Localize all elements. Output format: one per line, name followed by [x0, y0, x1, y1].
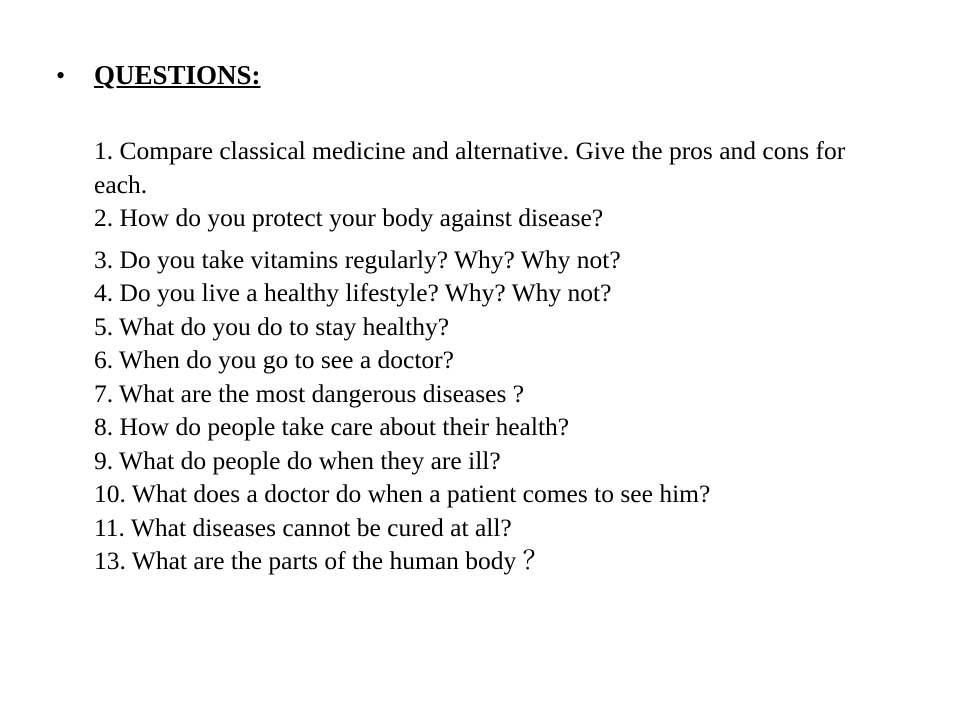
question-item: 4. Do you live a healthy lifestyle? Why? Why not? [94, 278, 612, 307]
questions-group-2 [94, 243, 914, 578]
bullet-icon: • [56, 61, 66, 90]
question-item: 6. When do you go to see a doctor? [94, 345, 454, 374]
question-item: 10. What does a doctor do when a patient comes to see him? [94, 479, 711, 508]
question-item: 9. What do people do when they are ill? [94, 445, 501, 475]
question-item: 1. Compare classical medicine and alternative. Give the pros and cons for each. [94, 136, 846, 199]
questions-heading: QUESTIONS: [94, 60, 261, 90]
question-item: 5. What do you do to stay healthy? [94, 311, 450, 341]
question-item: 7. What are the most dangerous diseases ? [94, 378, 525, 408]
question-item: 8. How do people take care about their health? [94, 412, 570, 441]
questions-group-1 [94, 134, 914, 235]
question-item: 3. Do you take vitamins regularly? Why? Why not? [94, 244, 621, 274]
question-item: 13. What are the parts of the human body ？ [94, 546, 549, 575]
heading-row [56, 55, 261, 96]
question-item: 2. How do you protect your body against disease? [94, 203, 604, 232]
question-item: 11. What diseases cannot be cured at all? [94, 512, 512, 542]
questions-list [94, 134, 914, 578]
